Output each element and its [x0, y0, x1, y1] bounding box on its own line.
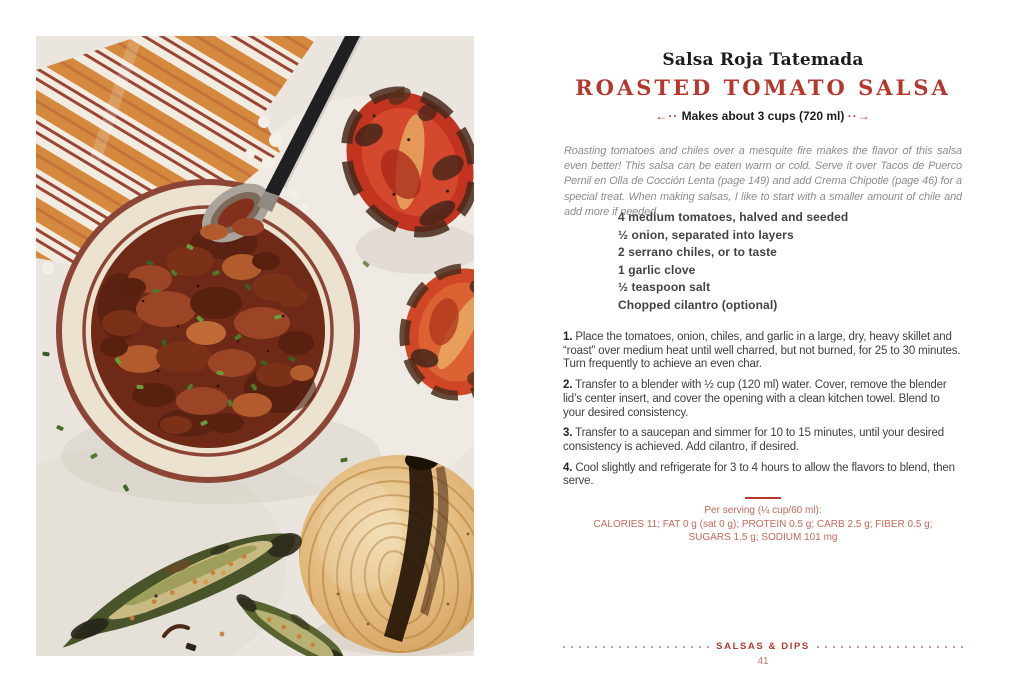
- nutrition-divider: [745, 497, 781, 499]
- step-number: 2.: [563, 379, 573, 392]
- step-text: Cool slightly and refrigerate for 3 to 4 hours to allow the flavors to blend, then serve.: [563, 461, 955, 488]
- right-arrow-ornament-icon: ··→: [847, 109, 871, 123]
- nutrition-line: SUGARS 1.5 g; SODIUM 101 mg: [688, 532, 838, 543]
- yield-text: Makes about 3 cups (720 ml): [681, 109, 845, 123]
- nutrition-heading: Per serving (¼ cup/60 ml):: [704, 505, 822, 516]
- ingredient-item: ½ onion, separated into layers: [618, 227, 794, 242]
- page-title: ROASTED TOMATO SALSA: [575, 75, 951, 100]
- step-text: Transfer to a blender with ½ cup (120 ml) water. Cover, remove the blender lid’s center insert, and cover the opening with a clean kitchen towel. Blend to your desired consistency.: [563, 379, 947, 419]
- method-steps: [563, 331, 963, 496]
- step: [563, 331, 963, 372]
- step: [563, 379, 963, 420]
- dotted-rule-left: [563, 646, 709, 648]
- ingredient-item: 1 garlic clove: [618, 262, 696, 277]
- dotted-rule-right: [817, 646, 963, 648]
- nutrition-note: [563, 497, 963, 545]
- page-footer: [563, 641, 963, 667]
- step-number: 3.: [563, 427, 573, 440]
- yield-line: [563, 109, 963, 123]
- left-arrow-ornament-icon: ←··: [655, 109, 679, 123]
- ingredient-item: 4 medium tomatoes, halved and seeded: [618, 210, 849, 224]
- recipe-photo: [36, 36, 474, 656]
- step-text: Transfer to a saucepan and simmer for 10 to 15 minutes, until your desired consistency is achieved. Add cilantro, if desired.: [563, 427, 944, 453]
- page-number: 41: [757, 656, 769, 667]
- step: [563, 462, 963, 489]
- section-label: SALSAS & DIPS: [716, 641, 810, 652]
- ingredient-item: 2 serrano chiles, or to taste: [618, 245, 777, 259]
- intro-paragraph: Roasting tomatoes and chiles over a mesquite fire makes the flavor of this salsa even better! This salsa can be eaten warm or cold. Serve it over Tacos de Puerco Pernil en Olla de Cocción Lenta (page 149) and add Crema Chipotle (page 46) for a special treat. When making salsas, I like to start with a smaller amount of chile and add more if needed.: [564, 144, 962, 218]
- step-number: 4.: [563, 461, 573, 474]
- recipe-header: [563, 50, 963, 123]
- recipe-subtitle: Salsa Roja Tatemada: [662, 50, 864, 70]
- ingredients-list: [618, 209, 848, 314]
- step-text: Place the tomatoes, onion, chiles, and garlic in a large, dry, heavy skillet and “roast” over medium heat until well charred, but not burned, for 25 to 30 minutes. Turn frequently to achieve an even char.: [563, 331, 961, 371]
- nutrition-line: CALORIES 11; FAT 0 g (sat 0 g); PROTEIN 0.5 g; CARB 2.5 g; FIBER 0.5 g;: [593, 518, 933, 530]
- step-number: 1.: [563, 331, 573, 343]
- step: [563, 427, 963, 454]
- ingredient-item: ½ teaspoon salt: [618, 280, 711, 294]
- ingredient-item: Chopped cilantro (optional): [618, 297, 778, 312]
